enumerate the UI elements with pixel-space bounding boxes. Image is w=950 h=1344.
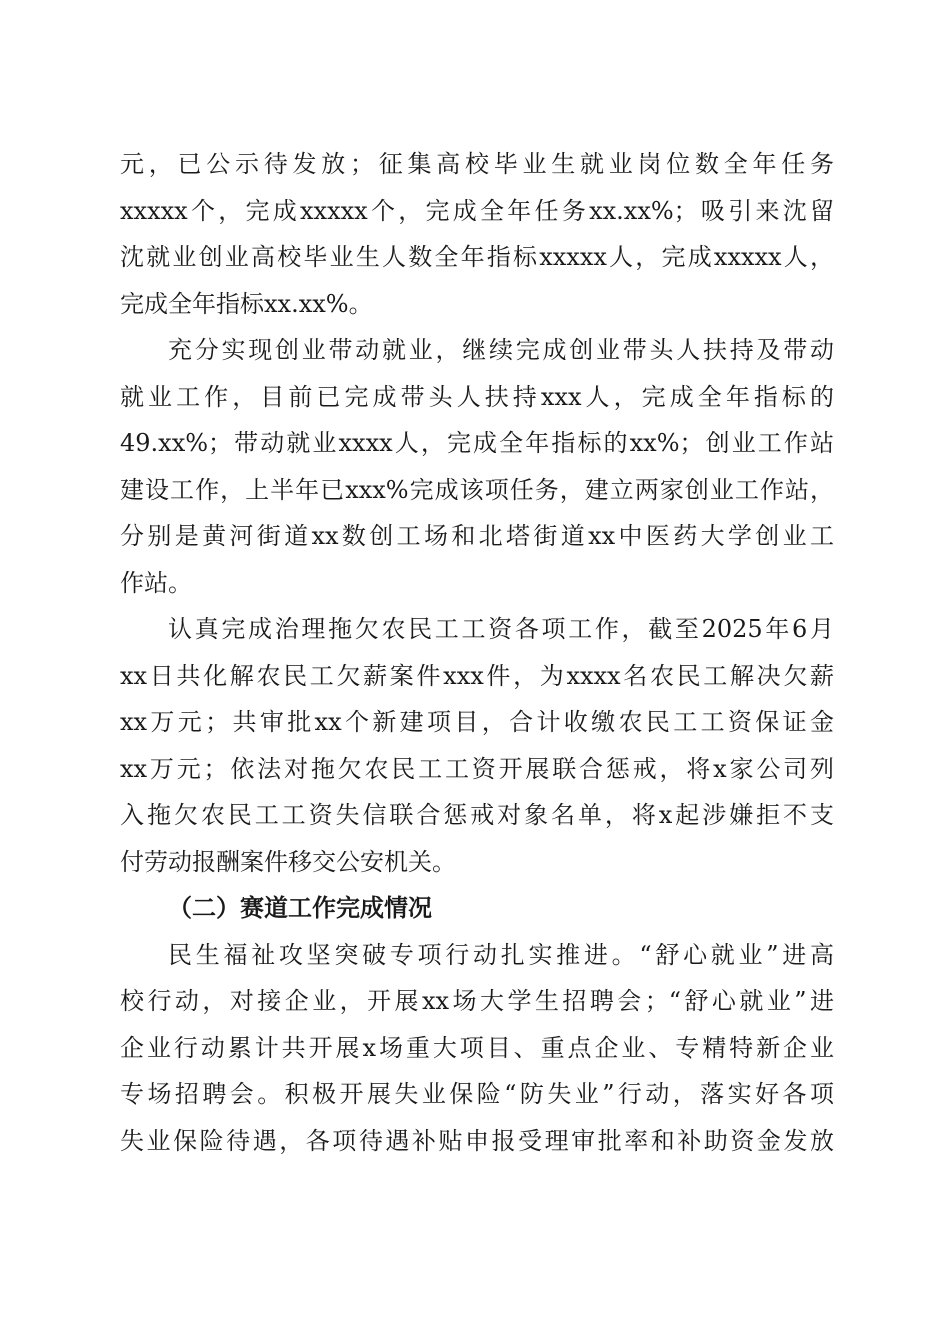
text-line: 49.xx%；带动就业xxxx人，完成全年指标的xx%；创业工作站 <box>120 429 834 457</box>
text-line: 完成全年指标xx.xx%。 <box>120 289 373 318</box>
text-line: xx万元；依法对拖欠农民工工资开展联合惩戒，将x家公司列 <box>120 754 834 783</box>
body-text <box>120 141 834 1164</box>
paragraph-1 <box>120 141 834 327</box>
text-line: 付劳动报酬案件移交公安机关。 <box>120 847 456 876</box>
text-line: 民生福祉攻坚突破专项行动扎实推进。“舒心就业”进高 <box>168 940 834 969</box>
paragraph-2 <box>120 327 834 606</box>
text-line: 元，已公示待发放；征集高校毕业生就业岗位数全年任务 <box>120 150 834 178</box>
text-line: xx万元；共审批xx个新建项目，合计收缴农民工工资保证金 <box>120 708 834 736</box>
text-line: 充分实现创业带动就业，继续完成创业带头人扶持及带动 <box>168 336 834 364</box>
text-line: 作站。 <box>120 568 192 597</box>
text-line: 入拖欠农民工工资失信联合惩戒对象名单，将x起涉嫌拒不支 <box>120 801 834 829</box>
text-line: 校行动，对接企业，开展xx场大学生招聘会；“舒心就业”进 <box>120 987 834 1015</box>
text-line: 就业工作，目前已完成带头人扶持xxx人，完成全年指标的 <box>120 382 834 411</box>
paragraph-3 <box>120 606 834 885</box>
section-heading-text: （二）赛道工作完成情况 <box>168 893 432 922</box>
text-line: 沈就业创业高校毕业生人数全年指标xxxxx人，完成xxxxx人， <box>120 243 834 271</box>
text-line: 企业行动累计共开展x场重大项目、重点企业、专精特新企业 <box>120 1033 834 1062</box>
text-line: xx日共化解农民工欠薪案件xxx件，为xxxx名农民工解决欠薪 <box>120 661 834 690</box>
text-line: 专场招聘会。积极开展失业保险“防失业”行动，落实好各项 <box>120 1080 834 1108</box>
text-line: 建设工作，上半年已xxx%完成该项任务，建立两家创业工作站， <box>120 475 834 504</box>
text-line: xxxxx个，完成xxxxx个，完成全年任务xx.xx%；吸引来沈留 <box>120 196 834 225</box>
paragraph-4 <box>120 932 834 1165</box>
text-line: 失业保险待遇，各项待遇补贴申报受理审批率和补助资金发放 <box>120 1126 834 1155</box>
text-line: 认真完成治理拖欠农民工工资各项工作，截至2025年6月 <box>168 615 834 643</box>
section-heading <box>120 885 834 932</box>
text-line: 分别是黄河街道xx数创工场和北塔街道xx中医药大学创业工 <box>120 522 834 550</box>
